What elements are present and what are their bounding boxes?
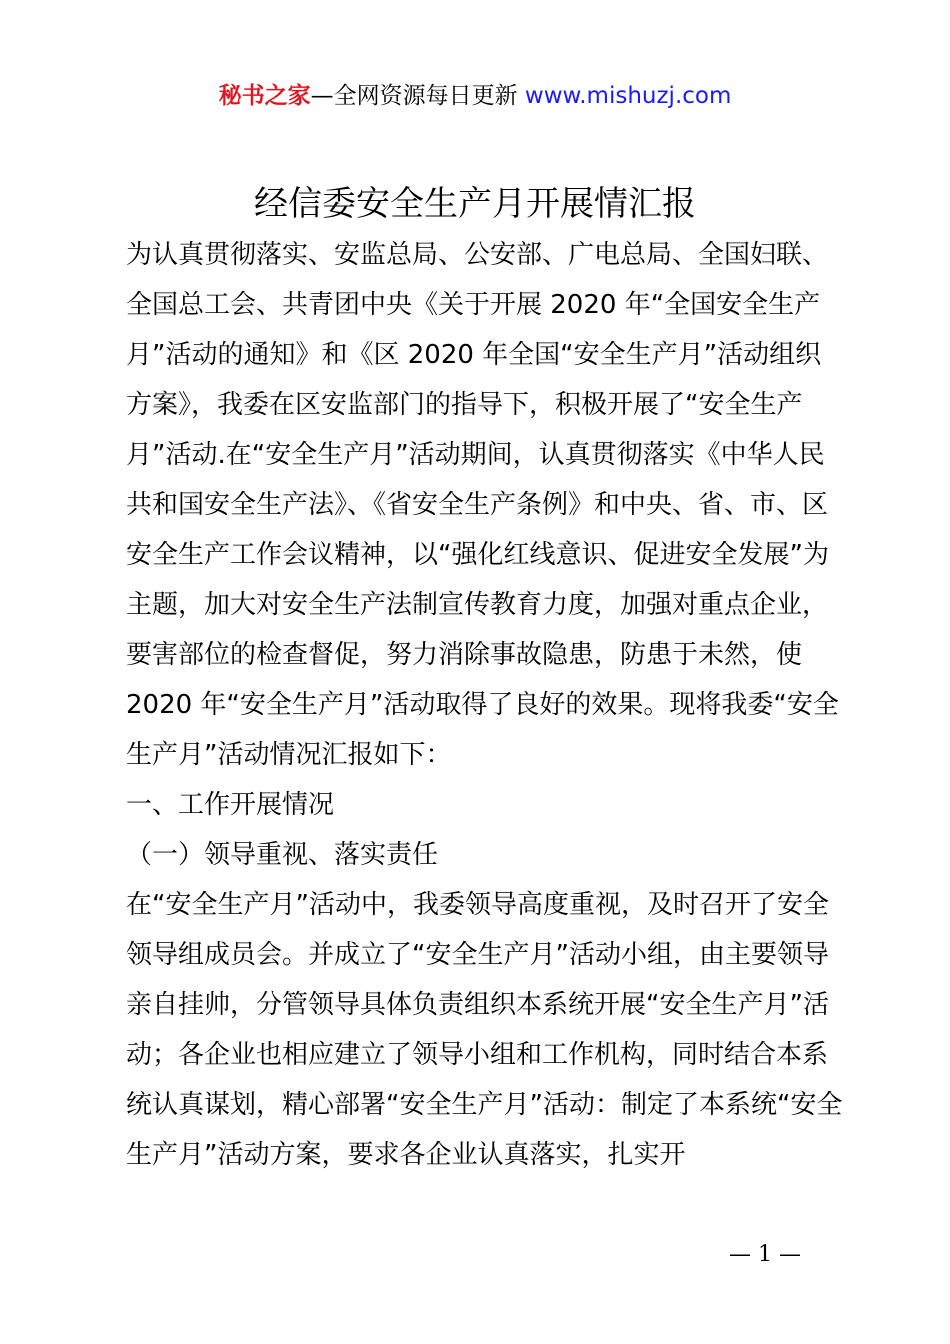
document-body: [126, 230, 846, 1180]
site-url-link[interactable]: www.mishuzj.com: [524, 83, 732, 109]
site-name: 秘书之家: [218, 83, 311, 109]
site-slogan: —全网资源每日更新: [310, 83, 525, 109]
intro-paragraph: 为认真贯彻落实、安监总局、公安部、广电总局、全国妇联、全国总工会、共青团中央《关于开展 2020 年“全国安全生产月”活动的通知》和《区 2020 年全国“安全生产月”活动组织方案》，我委在区安监部门的指导下，积极开展了“安全生产月”活动.在“安全生产月”活动期间，认真贯彻落实《中华人民共和国安全生产法》、《省安全生产条例》和中央、省、市、区安全生产工作会议精神，以“强化红线意识、促进安全发展”为主题，加大对安全生产法制宣传教育力度，加强对重点企业，要害部位的检查督促，努力消除事故隐患，防患于未然，使 2020 年“安全生产月”活动取得了良好的效果。现将我委“安全生产月”活动情况汇报如下：: [126, 240, 839, 770]
site-header: [0, 80, 950, 112]
document-title: 经信委安全生产月开展情汇报: [254, 184, 696, 224]
page-number: — 1 —: [729, 1242, 801, 1267]
subsection-heading: （一）领导重视、落实责任: [126, 840, 439, 870]
section-heading: 一、工作开展情况: [126, 790, 335, 820]
body-paragraph: 在“安全生产月”活动中，我委领导高度重视，及时召开了安全领导组成员会。并成立了“安全生产月”活动小组，由主要领导亲自挂帅，分管领导具体负责组织本系统开展“安全生产月”活动；各企业也相应建立了领导小组和工作机构，同时结合本系统认真谋划，精心部署“安全生产月”活动：制定了本系统“安全生产月”活动方案，要求各企业认真落实，扎实开: [126, 890, 843, 1170]
